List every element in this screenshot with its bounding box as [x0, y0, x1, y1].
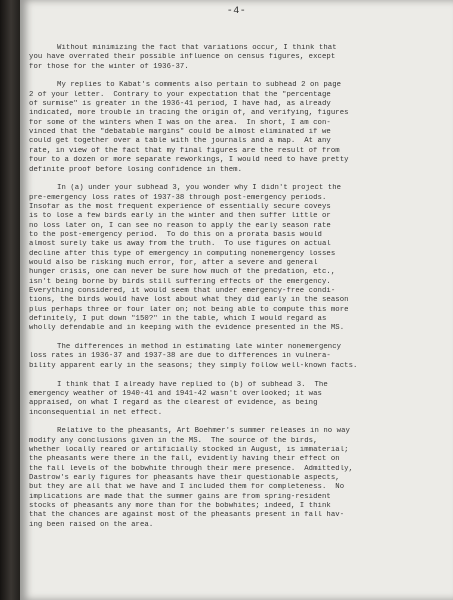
text-line: loss rates in 1936-37 and 1937-38 are due to differences in vulnera-: [29, 352, 331, 361]
text-line: hunger crisis, one can never be sure how much of the predation, etc.,: [29, 268, 336, 277]
text-line: modify any conclusions given in the MS. The source of the birds,: [29, 436, 318, 445]
text-line: isn't being borne by birds still suffering effects of the emergency.: [29, 277, 331, 286]
typewritten-page: [20, 0, 453, 600]
text-line: emergency weather of 1940-41 and 1941-42 wasn't overlooked; it was: [29, 389, 322, 398]
text-line: rate, in view of the fact that my final figures are the result of from: [29, 146, 340, 155]
text-line: tions, the birds would have lost about what they did early in the season: [29, 296, 349, 305]
page-number: -4-: [226, 6, 247, 17]
text-line: My replies to Kabat's comments also pertain to subhead 2 on page: [57, 81, 342, 90]
text-line: indicated, more trouble in tracing the origin of, and verifying, figures: [29, 109, 349, 118]
text-line: Without minimizing the fact that variations occur, I think that: [57, 44, 337, 52]
text-line: 2 of your letter. Contrary to your expectation that the "percentage: [29, 90, 331, 99]
text-line: would also be risking much error, for, after a severe and general: [29, 259, 318, 267]
text-line: decline after this type of emergency in computing nonemergency losses: [29, 249, 336, 258]
text-line: stocks of pheasants any more than for the bobwhites; indeed, I think: [29, 502, 331, 511]
text-line: is to lose a few birds early in the winter and then suffer little or: [29, 212, 331, 221]
text-line: inconsequential in net effect.: [29, 408, 163, 417]
text-line: vinced that the "debatable margins" could be almost eliminated if we: [29, 128, 331, 137]
text-line: Insofar as the most frequent experience of essentially secure coveys: [29, 202, 331, 211]
text-line: pre-emergency loss rates of 1937-38 through post-emergency periods.: [29, 193, 327, 202]
paragraph: [29, 427, 447, 530]
text-line: that the chances are against most of the pheasants present in fall hav-: [29, 511, 345, 520]
text-line: I think that I already have replied to (b) of subhead 3. The: [57, 380, 328, 389]
book-binding-edge: [0, 0, 20, 600]
text-line: implications are made that the summer gains are from spring-resident: [29, 492, 331, 501]
text-line: could get together over a table with the journals and a map. At any: [29, 137, 331, 146]
text-line: definitely, I put down "150?" in the table, which I would regard as: [29, 315, 327, 324]
text-line: the pheasants were there in the fall, evidently having their effect on: [29, 455, 340, 464]
text-line: no loss later on, I can see no reason to apply the early season rate: [29, 221, 331, 230]
paragraph: [29, 184, 447, 334]
text-line: definite proof before losing confidence in them.: [29, 165, 243, 174]
text-line: to the post-emergency period. To do this on a prorata basis would: [29, 230, 322, 239]
text-line: The differences in method in estimating late winter nonemergency: [57, 343, 342, 352]
text-line: Relative to the pheasants, Art Boehmer's summer releases in no way: [57, 427, 350, 436]
text-line: four to a dozen or more separate reworkings, I would need to have pretty: [29, 156, 349, 165]
text-line: Dastrow's early figures for pheasants have their questionable aspects,: [29, 474, 340, 483]
paragraph: [29, 81, 447, 174]
text-line: bility apparent early in the seasons; they simply follow well-known facts.: [29, 361, 358, 370]
text-line: wholly defendable and in keeping with the evidence presented in the MS.: [29, 324, 345, 333]
paragraph: [29, 343, 447, 371]
text-line: the fall levels of the bobwhite through their mere presence. Admittedly,: [29, 464, 354, 473]
text-line: In (a) under your subhead 3, you wonder why I didn't project the: [57, 184, 342, 193]
text-line: but they are all that we have and I included them for completeness. No: [29, 483, 345, 492]
text-line: whether locally reared or artificially stocked in August, is immaterial;: [29, 446, 349, 455]
letter-body: [29, 44, 447, 540]
text-line: you have overrated their possible influence on census figures, except: [29, 53, 336, 62]
paragraph: [29, 381, 447, 418]
text-line: Everything considered, it would seem that under emergency-free condi-: [29, 287, 336, 296]
text-line: for some of the winters when I was on the area. In short, I am con-: [29, 118, 331, 127]
text-line: almost surely take us away from the truth. To use figures on actual: [29, 240, 331, 249]
text-line: of surmise" is greater in the 1936-41 period, I have had, as already: [29, 100, 331, 109]
text-line: for those for the winter of 1936-37.: [29, 62, 189, 71]
text-line: appraised, on what I regard as the clearest of evidence, as being: [29, 399, 318, 408]
text-line: plus perhaps three or four later on; not being able to compute this more: [29, 305, 349, 314]
text-line: ing been raised on the area.: [29, 520, 154, 529]
paragraph: [29, 44, 447, 72]
